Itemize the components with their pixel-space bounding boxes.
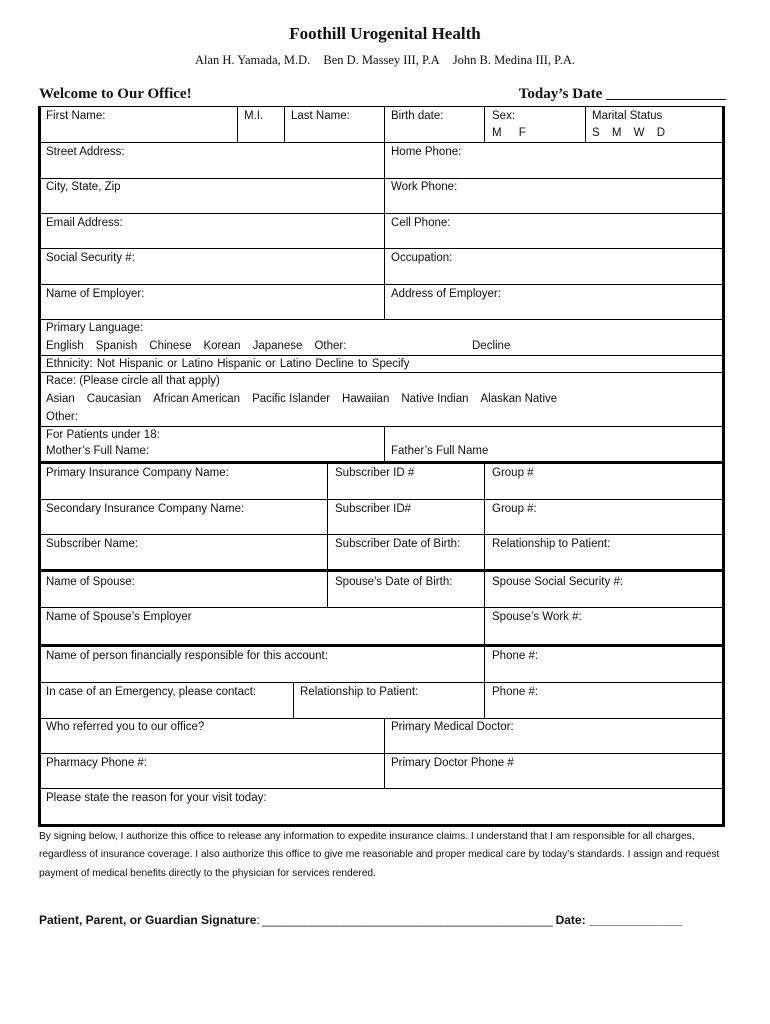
emergency-phone-field[interactable]: Phone #: [492, 686, 539, 698]
race-options[interactable] [46, 391, 569, 408]
employer-field[interactable]: Name of Employer: [46, 288, 145, 300]
financially-responsible-field[interactable]: Name of person financially responsible for this account: [46, 650, 328, 662]
subscriber-name-field[interactable]: Subscriber Name: [46, 538, 139, 550]
doctor-name: John B. Medina III, P.A. [452, 53, 576, 67]
race-option[interactable]: Native Indian [401, 393, 469, 405]
doctor-name: Ben D. Massey III, P.A [323, 53, 440, 67]
sex-label: Sex: [492, 110, 516, 122]
father-name-field[interactable]: Father’s Full Name [391, 445, 489, 457]
race-option[interactable]: Caucasian [86, 393, 142, 405]
language-option[interactable]: Korean [203, 340, 241, 352]
doctor-list [0, 53, 770, 68]
language-option[interactable]: Chinese [149, 340, 192, 352]
signature-label: Patient, Parent, or Guardian Signature [39, 913, 257, 927]
spouse-name-field[interactable]: Name of Spouse: [46, 576, 135, 588]
emergency-relationship-field[interactable]: Relationship to Patient: [300, 686, 419, 698]
primary-language-label: Primary Language: [46, 322, 144, 334]
race-option[interactable]: African American [153, 393, 241, 405]
language-option[interactable]: English [46, 340, 84, 352]
group-field[interactable]: Group # [492, 467, 534, 479]
birth-date-field[interactable]: Birth date: [391, 110, 444, 122]
spouse-dob-field[interactable]: Spouse’s Date of Birth: [335, 576, 453, 588]
race-other-field[interactable]: Other: [46, 411, 78, 423]
race-label: Race: (Please circle all that apply) [46, 375, 220, 387]
language-options[interactable] [46, 338, 358, 355]
signature-line[interactable] [39, 913, 682, 927]
secondary-group-field[interactable]: Group #: [492, 503, 537, 515]
subscriber-id-field[interactable]: Subscriber ID # [335, 467, 415, 479]
city-state-zip-field[interactable]: City, State, Zip [46, 181, 121, 193]
doctor-name: Alan H. Yamada, M.D. [194, 53, 311, 67]
authorization-paragraph: By signing below, I authorize this office to release any information to expedite insurance claims. I understand that I am responsible for all charges, regardless of insurance coverage. I also authorize this office to give me reasonable and proper medical care by today’s standards. I assign and request payment of medical benefits directly to the physician for services rendered. [39, 831, 720, 879]
pharmacy-phone-field[interactable]: Pharmacy Phone #: [46, 757, 148, 769]
employer-address-field[interactable]: Address of Employer: [391, 288, 501, 300]
mother-name-field[interactable]: Mother’s Full Name: [46, 445, 150, 457]
race-option[interactable]: Asian [46, 393, 75, 405]
spouse-employer-field[interactable]: Name of Spouse’s Employer [46, 611, 192, 623]
cell-phone-field[interactable]: Cell Phone: [391, 217, 451, 229]
language-decline-option[interactable]: Decline [472, 340, 511, 352]
responsible-phone-field[interactable]: Phone #: [492, 650, 539, 662]
subscriber-dob-field[interactable]: Subscriber Date of Birth: [335, 538, 461, 550]
visit-reason-field[interactable]: Please state the reason for your visit today: [46, 792, 267, 804]
primary-doctor-field[interactable]: Primary Medical Doctor: [391, 721, 514, 733]
todays-date-field[interactable]: Today’s Date ________________ [518, 86, 726, 102]
referred-by-field[interactable]: Who referred you to our office? [46, 721, 205, 733]
primary-insurance-field[interactable]: Primary Insurance Company Name: [46, 467, 229, 479]
work-phone-field[interactable]: Work Phone: [391, 181, 458, 193]
marital-status-options[interactable]: S M W D [592, 127, 665, 139]
first-name-field[interactable]: First Name: [46, 110, 106, 122]
sex-options[interactable]: M F [492, 127, 526, 139]
language-option[interactable]: Japanese [252, 340, 303, 352]
primary-doctor-phone-field[interactable]: Primary Doctor Phone # [391, 757, 514, 769]
spouse-ssn-field[interactable]: Spouse Social Security #: [492, 576, 624, 588]
clinic-title: Foothill Urogenital Health [289, 24, 481, 43]
spouse-work-phone-field[interactable]: Spouse’s Work #: [492, 611, 582, 623]
ethnicity-options[interactable]: Ethnicity: Not Hispanic or Latino Hispanic or Latino Decline to Specify [46, 358, 410, 370]
occupation-field[interactable]: Occupation: [391, 252, 453, 264]
ssn-field[interactable]: Social Security #: [46, 252, 135, 264]
middle-initial-field[interactable]: M.I. [244, 110, 264, 122]
race-option[interactable]: Hawaiian [342, 393, 390, 405]
email-field[interactable]: Email Address: [46, 217, 123, 229]
language-option[interactable]: Other: [314, 340, 347, 352]
under-18-label: For Patients under 18: [46, 429, 160, 441]
secondary-insurance-field[interactable]: Secondary Insurance Company Name: [46, 503, 245, 515]
marital-status-label: Marital Status [592, 110, 663, 122]
signature-blank[interactable]: : _______________________________________________ [256, 913, 553, 927]
emergency-contact-field[interactable]: In case of an Emergency, please contact: [46, 686, 257, 698]
signature-date[interactable]: Date: ______________ [552, 913, 683, 927]
welcome-heading: Welcome to Our Office! [39, 86, 192, 102]
home-phone-field[interactable]: Home Phone: [391, 146, 462, 158]
street-address-field[interactable]: Street Address: [46, 146, 125, 158]
race-option[interactable]: Pacific Islander [252, 393, 331, 405]
secondary-subscriber-id-field[interactable]: Subscriber ID# [335, 503, 412, 515]
language-option[interactable]: Spanish [95, 340, 138, 352]
race-option[interactable]: Alaskan Native [480, 393, 558, 405]
last-name-field[interactable]: Last Name: [291, 110, 350, 122]
relationship-field[interactable]: Relationship to Patient: [492, 538, 611, 550]
